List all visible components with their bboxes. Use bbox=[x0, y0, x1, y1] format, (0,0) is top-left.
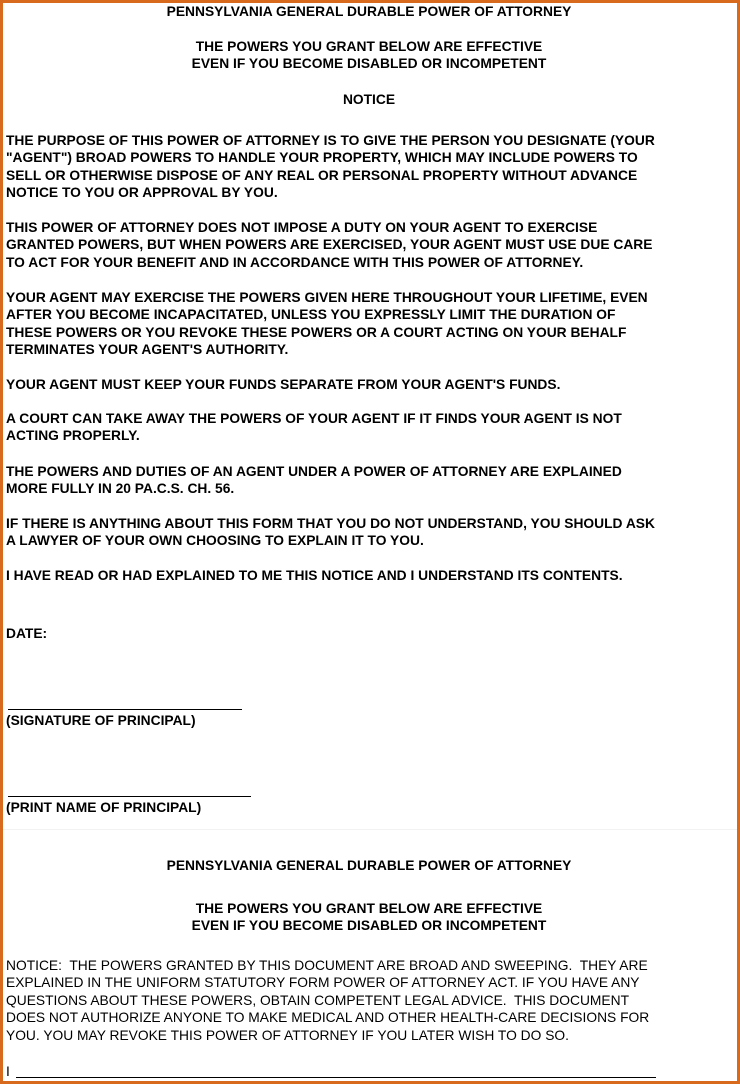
document-page-1 bbox=[6, 3, 732, 828]
paragraph-line: YOUR AGENT MUST KEEP YOUR FUNDS SEPARATE FROM YOUR AGENT'S FUNDS. bbox=[6, 377, 561, 392]
date-label: DATE: bbox=[6, 626, 48, 641]
notice-paragraph bbox=[6, 410, 732, 445]
paragraph-line: ACTING PROPERLY. bbox=[6, 428, 140, 444]
principal-name-line[interactable] bbox=[16, 1077, 656, 1078]
notice-paragraph bbox=[6, 463, 732, 498]
notice-line: YOU. YOU MAY REVOKE THIS POWER OF ATTORNEY IF YOU LATER WISH TO DO SO. bbox=[6, 1027, 569, 1043]
page-title: PENNSYLVANIA GENERAL DURABLE POWER OF ATTORNEY bbox=[166, 858, 572, 873]
paragraph-line: I HAVE READ OR HAD EXPLAINED TO ME THIS NOTICE AND I UNDERSTAND ITS CONTENTS. bbox=[6, 568, 623, 583]
page-subtitle bbox=[6, 900, 732, 935]
notice-line: DOES NOT AUTHORIZE ANYONE TO MAKE MEDICAL AND OTHER HEALTH-CARE DECISIONS FOR bbox=[6, 1010, 650, 1026]
page-subtitle bbox=[6, 38, 732, 73]
page-title: PENNSYLVANIA GENERAL DURABLE POWER OF ATTORNEY bbox=[166, 4, 572, 19]
subtitle-line: THE POWERS YOU GRANT BELOW ARE EFFECTIVE bbox=[195, 39, 543, 54]
print-name-line[interactable] bbox=[8, 796, 251, 797]
page-divider bbox=[3, 829, 737, 830]
paragraph-line: TERMINATES YOUR AGENT'S AUTHORITY. bbox=[6, 342, 289, 358]
notice-paragraph bbox=[6, 567, 732, 584]
notice-paragraph bbox=[6, 515, 732, 550]
notice-paragraph bbox=[6, 132, 732, 202]
document-page-2 bbox=[6, 831, 732, 1081]
notice-paragraph bbox=[6, 957, 732, 1044]
notice-paragraph bbox=[6, 376, 732, 393]
subtitle-line: THE POWERS YOU GRANT BELOW ARE EFFECTIVE bbox=[195, 901, 543, 916]
paragraph-line: TO ACT FOR YOUR BENEFIT AND IN ACCORDANCE WITH THIS POWER OF ATTORNEY. bbox=[6, 254, 584, 270]
print-name-label: (PRINT NAME OF PRINCIPAL) bbox=[6, 800, 202, 815]
notice-paragraph bbox=[6, 219, 732, 271]
notice-heading: NOTICE bbox=[342, 92, 396, 107]
notice-line: QUESTIONS ABOUT THESE POWERS, OBTAIN COMPETENT LEGAL ADVICE. THIS DOCUMENT bbox=[6, 992, 630, 1008]
subtitle-line: EVEN IF YOU BECOME DISABLED OR INCOMPETENT bbox=[191, 56, 547, 72]
principal-prefix: I bbox=[6, 1064, 10, 1079]
paragraph-line: THE PURPOSE OF THIS POWER OF ATTORNEY IS TO GIVE THE PERSON YOU DESIGNATE (YOUR bbox=[6, 133, 655, 148]
notice-line: EXPLAINED IN THE UNIFORM STATUTORY FORM POWER OF ATTORNEY ACT. IF YOU HAVE ANY bbox=[6, 975, 640, 991]
paragraph-line: YOUR AGENT MAY EXERCISE THE POWERS GIVEN HERE THROUGHOUT YOUR LIFETIME, EVEN bbox=[6, 290, 648, 305]
paragraph-line: GRANTED POWERS, BUT WHEN POWERS ARE EXERCISED, YOUR AGENT MUST USE DUE CARE bbox=[6, 237, 653, 253]
paragraph-line: THE POWERS AND DUTIES OF AN AGENT UNDER A POWER OF ATTORNEY ARE EXPLAINED bbox=[6, 464, 622, 479]
signature-line[interactable] bbox=[8, 709, 242, 710]
paragraph-line: AFTER YOU BECOME INCAPACITATED, UNLESS YOU EXPRESSLY LIMIT THE DURATION OF bbox=[6, 307, 616, 323]
paragraph-line: THIS POWER OF ATTORNEY DOES NOT IMPOSE A DUTY ON YOUR AGENT TO EXERCISE bbox=[6, 220, 598, 235]
notice-line: NOTICE: THE POWERS GRANTED BY THIS DOCUMENT ARE BROAD AND SWEEPING. THEY ARE bbox=[6, 958, 648, 973]
paragraph-line: NOTICE TO YOU OR APPROVAL BY YOU. bbox=[6, 185, 278, 201]
paragraph-line: IF THERE IS ANYTHING ABOUT THIS FORM THAT YOU DO NOT UNDERSTAND, YOU SHOULD ASK bbox=[6, 516, 655, 531]
paragraph-line: A LAWYER OF YOUR OWN CHOOSING TO EXPLAIN IT TO YOU. bbox=[6, 533, 424, 549]
notice-paragraph bbox=[6, 289, 732, 359]
paragraph-line: "AGENT") BROAD POWERS TO HANDLE YOUR PROPERTY, WHICH MAY INCLUDE POWERS TO bbox=[6, 150, 638, 166]
paragraph-line: SELL OR OTHERWISE DISPOSE OF ANY REAL OR PERSONAL PROPERTY WITHOUT ADVANCE bbox=[6, 167, 638, 183]
paragraph-line: THESE POWERS OR YOU REVOKE THESE POWERS OR A COURT ACTING ON YOUR BEHALF bbox=[6, 324, 627, 340]
paragraph-line: A COURT CAN TAKE AWAY THE POWERS OF YOUR AGENT IF IT FINDS YOUR AGENT IS NOT bbox=[6, 411, 622, 426]
signature-label: (SIGNATURE OF PRINCIPAL) bbox=[6, 713, 196, 728]
subtitle-line: EVEN IF YOU BECOME DISABLED OR INCOMPETENT bbox=[191, 918, 547, 934]
paragraph-line: MORE FULLY IN 20 PA.C.S. CH. 56. bbox=[6, 481, 235, 497]
